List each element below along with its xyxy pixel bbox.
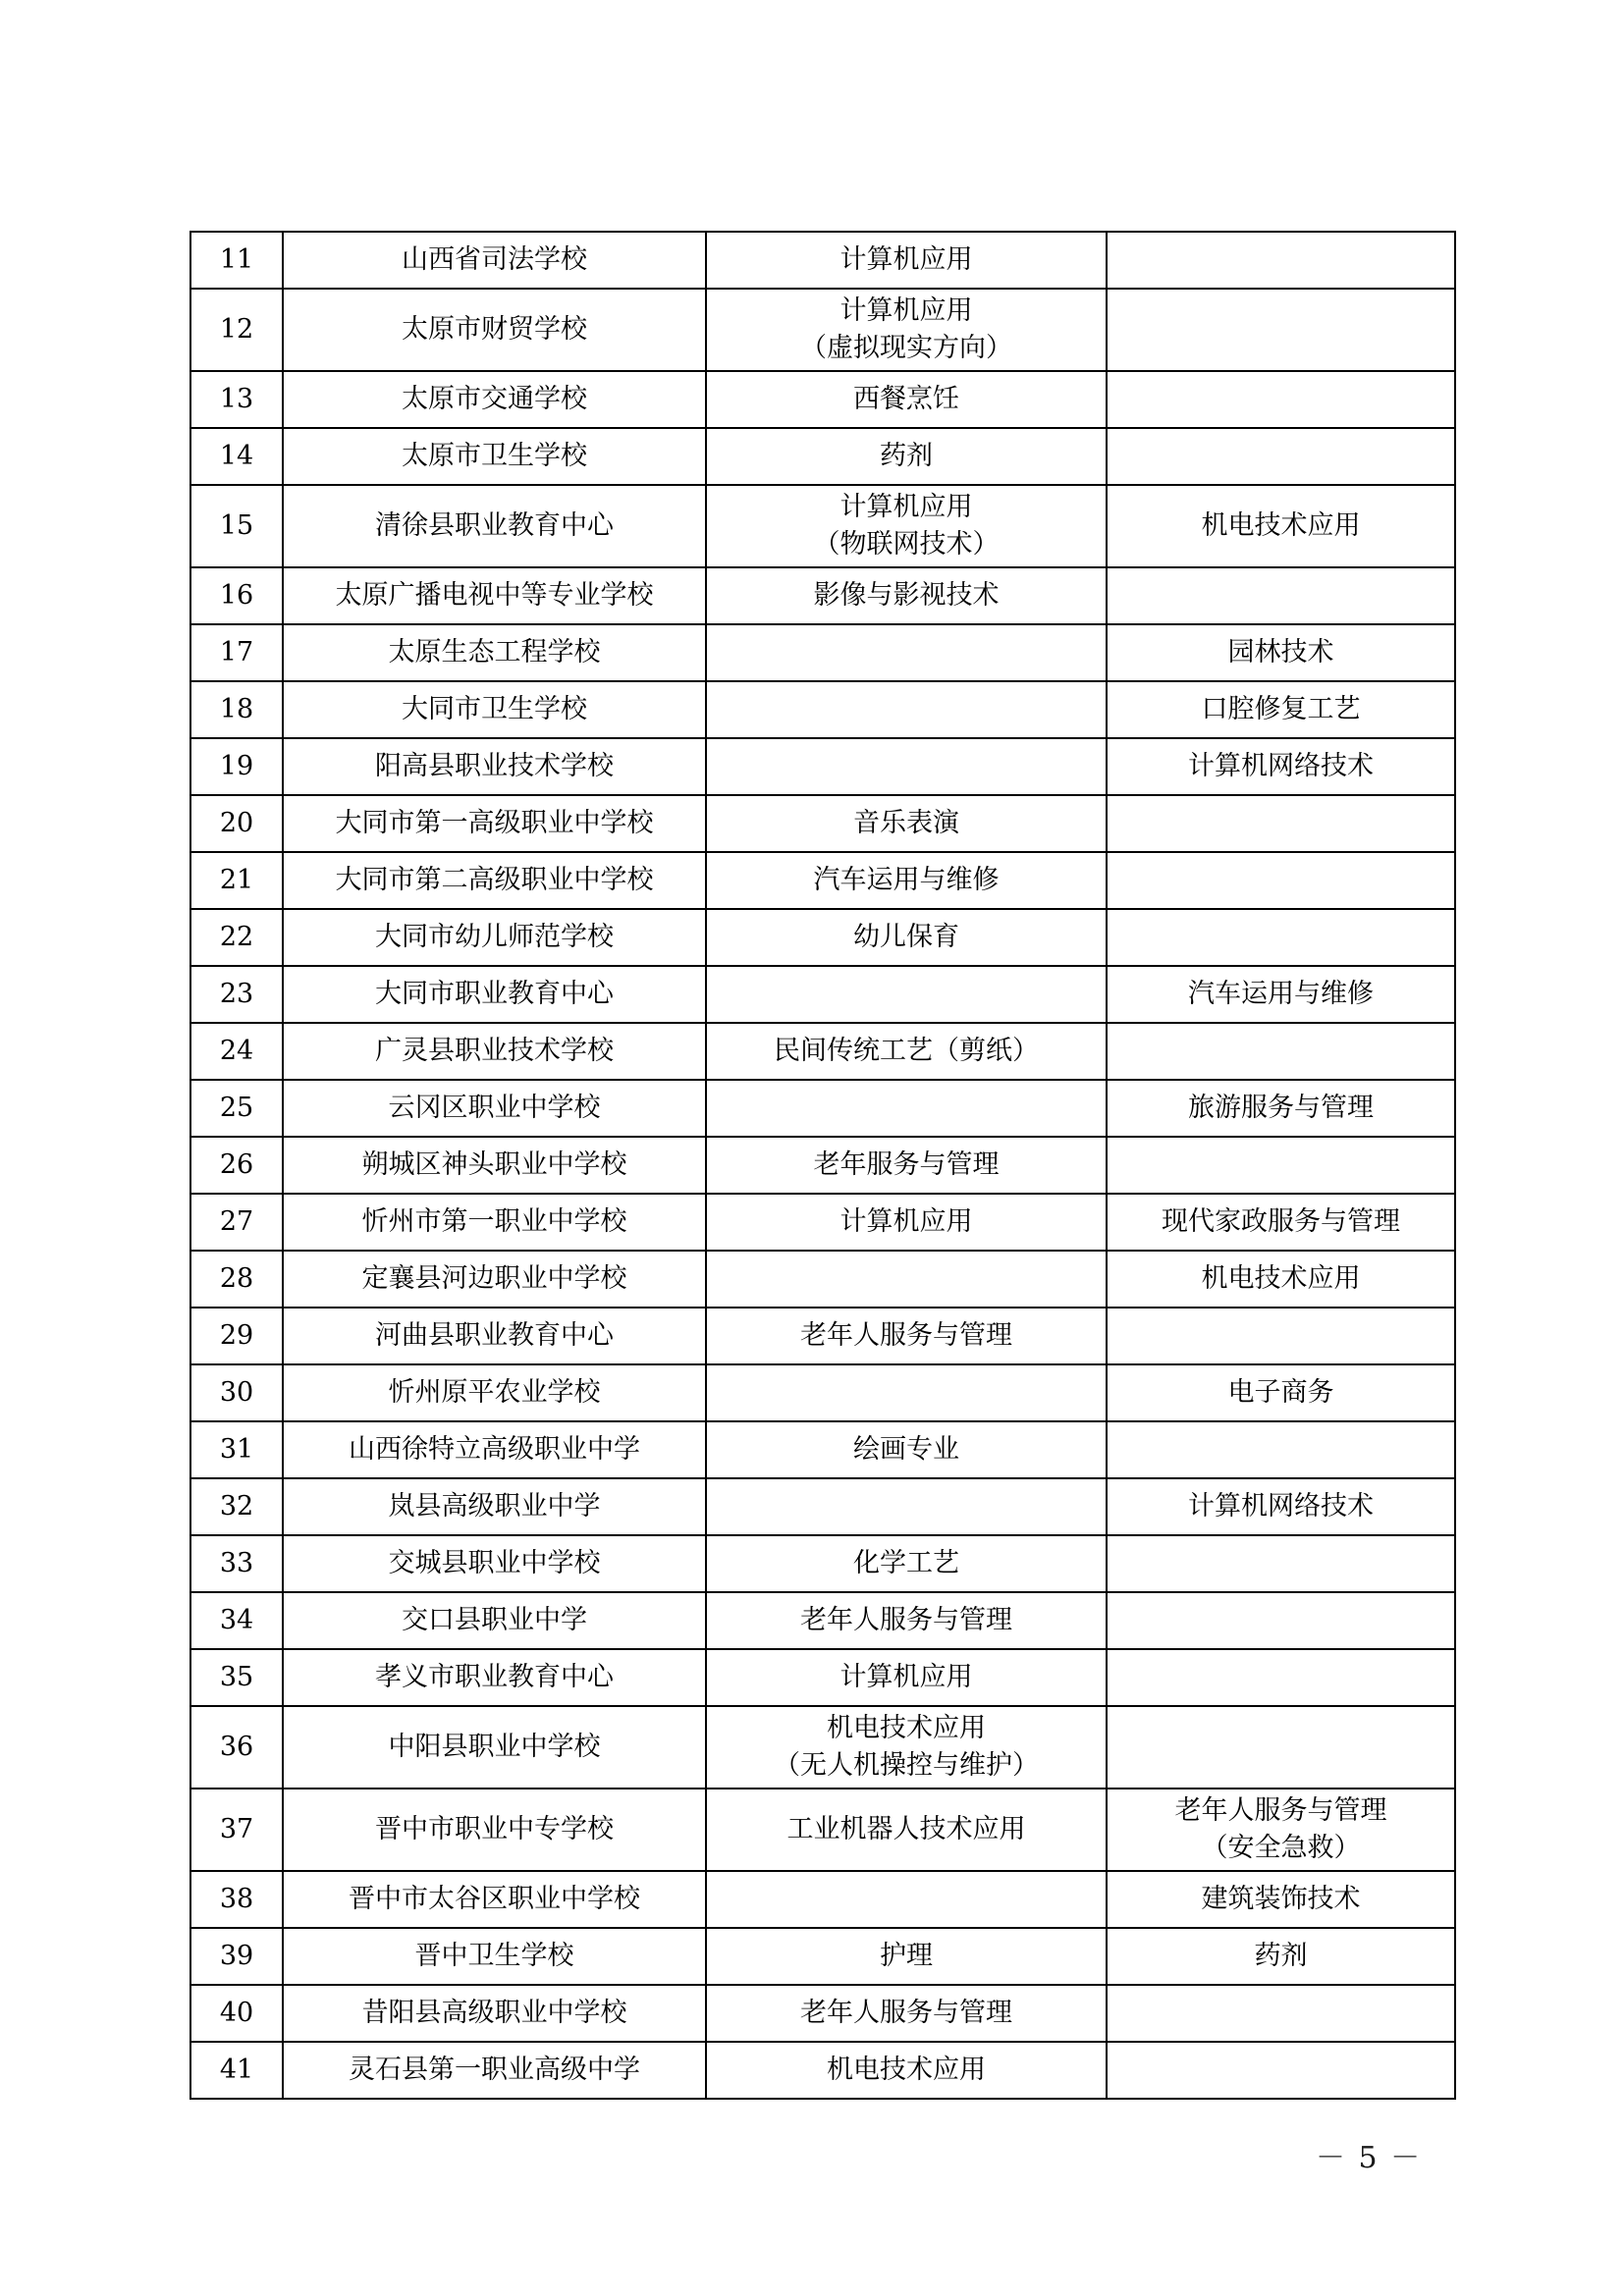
row-number-cell: 13 — [190, 371, 283, 428]
row-number-cell: 14 — [190, 428, 283, 485]
row-number-cell: 25 — [190, 1080, 283, 1137]
row-number-cell: 33 — [190, 1535, 283, 1592]
program-a-cell: 绘画专业 — [706, 1421, 1107, 1478]
row-number-cell: 29 — [190, 1308, 283, 1364]
table-row — [190, 1080, 1455, 1137]
row-number-cell: 26 — [190, 1137, 283, 1194]
table-row — [190, 966, 1455, 1023]
program-a-cell: 计算机应用 — [706, 1194, 1107, 1251]
school-name-cell: 交城县职业中学校 — [283, 1535, 706, 1592]
table-row — [190, 1985, 1455, 2042]
program-b-cell — [1107, 1649, 1455, 1706]
school-name-cell: 灵石县第一职业高级中学 — [283, 2042, 706, 2099]
program-a-cell: 民间传统工艺（剪纸） — [706, 1023, 1107, 1080]
row-number-cell: 15 — [190, 485, 283, 567]
table-row — [190, 1364, 1455, 1421]
table-row — [190, 624, 1455, 681]
program-b-cell: 园林技术 — [1107, 624, 1455, 681]
program-b-cell: 机电技术应用 — [1107, 1251, 1455, 1308]
program-b-cell — [1107, 909, 1455, 966]
table-row — [190, 1137, 1455, 1194]
school-name-cell: 大同市第一高级职业中学校 — [283, 795, 706, 852]
program-a-cell — [706, 966, 1107, 1023]
table-row — [190, 1928, 1455, 1985]
program-a-cell: 计算机应用 （物联网技术） — [706, 485, 1107, 567]
program-b-cell — [1107, 1308, 1455, 1364]
school-name-cell: 清徐县职业教育中心 — [283, 485, 706, 567]
table-row — [190, 1535, 1455, 1592]
row-number-cell: 34 — [190, 1592, 283, 1649]
school-name-cell: 忻州市第一职业中学校 — [283, 1194, 706, 1251]
table-row — [190, 428, 1455, 485]
program-a-cell: 汽车运用与维修 — [706, 852, 1107, 909]
row-number-cell: 20 — [190, 795, 283, 852]
program-b-cell: 旅游服务与管理 — [1107, 1080, 1455, 1137]
row-number-cell: 21 — [190, 852, 283, 909]
school-name-cell: 太原市交通学校 — [283, 371, 706, 428]
program-b-cell — [1107, 567, 1455, 624]
table-row — [190, 909, 1455, 966]
program-a-cell — [706, 1364, 1107, 1421]
program-a-cell: 影像与影视技术 — [706, 567, 1107, 624]
school-name-cell: 云冈区职业中学校 — [283, 1080, 706, 1137]
table-row — [190, 1194, 1455, 1251]
program-a-cell: 工业机器人技术应用 — [706, 1789, 1107, 1871]
program-b-cell: 老年人服务与管理 （安全急救） — [1107, 1789, 1455, 1871]
table-row — [190, 1251, 1455, 1308]
school-name-cell: 大同市卫生学校 — [283, 681, 706, 738]
school-name-cell: 交口县职业中学 — [283, 1592, 706, 1649]
program-a-cell: 计算机应用 — [706, 232, 1107, 289]
table-row — [190, 2042, 1455, 2099]
row-number-cell: 22 — [190, 909, 283, 966]
program-a-cell: 计算机应用 — [706, 1649, 1107, 1706]
school-name-cell: 晋中市职业中专学校 — [283, 1789, 706, 1871]
program-a-cell: 老年人服务与管理 — [706, 1592, 1107, 1649]
program-b-cell — [1107, 1592, 1455, 1649]
row-number-cell: 23 — [190, 966, 283, 1023]
table-row — [190, 1478, 1455, 1535]
program-a-cell: 药剂 — [706, 428, 1107, 485]
row-number-cell: 31 — [190, 1421, 283, 1478]
program-b-cell: 机电技术应用 — [1107, 485, 1455, 567]
program-a-cell: 化学工艺 — [706, 1535, 1107, 1592]
program-b-cell — [1107, 1985, 1455, 2042]
school-name-cell: 太原市卫生学校 — [283, 428, 706, 485]
row-number-cell: 41 — [190, 2042, 283, 2099]
program-b-cell — [1107, 1535, 1455, 1592]
program-b-cell — [1107, 232, 1455, 289]
row-number-cell: 18 — [190, 681, 283, 738]
row-number-cell: 16 — [190, 567, 283, 624]
program-a-cell — [706, 681, 1107, 738]
school-name-cell: 大同市第二高级职业中学校 — [283, 852, 706, 909]
school-name-cell: 岚县高级职业中学 — [283, 1478, 706, 1535]
program-b-cell — [1107, 1421, 1455, 1478]
row-number-cell: 37 — [190, 1789, 283, 1871]
school-name-cell: 广灵县职业技术学校 — [283, 1023, 706, 1080]
school-name-cell: 大同市职业教育中心 — [283, 966, 706, 1023]
program-a-cell: 机电技术应用 — [706, 2042, 1107, 2099]
program-a-cell — [706, 1251, 1107, 1308]
school-name-cell: 晋中卫生学校 — [283, 1928, 706, 1985]
row-number-cell: 39 — [190, 1928, 283, 1985]
school-name-cell: 阳高县职业技术学校 — [283, 738, 706, 795]
row-number-cell: 24 — [190, 1023, 283, 1080]
school-name-cell: 河曲县职业教育中心 — [283, 1308, 706, 1364]
school-name-cell: 昔阳县高级职业中学校 — [283, 1985, 706, 2042]
program-b-cell — [1107, 428, 1455, 485]
program-a-cell — [706, 1871, 1107, 1928]
program-b-cell — [1107, 795, 1455, 852]
row-number-cell: 11 — [190, 232, 283, 289]
table-row — [190, 1789, 1455, 1871]
program-a-cell — [706, 1478, 1107, 1535]
row-number-cell: 12 — [190, 289, 283, 371]
table-row — [190, 1592, 1455, 1649]
program-b-cell — [1107, 1706, 1455, 1789]
program-b-cell: 口腔修复工艺 — [1107, 681, 1455, 738]
table-row — [190, 1023, 1455, 1080]
table-row — [190, 1421, 1455, 1478]
program-b-cell — [1107, 2042, 1455, 2099]
table-row — [190, 289, 1455, 371]
program-b-cell — [1107, 852, 1455, 909]
school-name-cell: 晋中市太谷区职业中学校 — [283, 1871, 706, 1928]
page-number: － 5 － — [1316, 2141, 1423, 2175]
table-row — [190, 681, 1455, 738]
program-b-cell: 电子商务 — [1107, 1364, 1455, 1421]
row-number-cell: 30 — [190, 1364, 283, 1421]
program-a-cell: 计算机应用 （虚拟现实方向） — [706, 289, 1107, 371]
table-row — [190, 852, 1455, 909]
program-a-cell: 幼儿保育 — [706, 909, 1107, 966]
row-number-cell: 28 — [190, 1251, 283, 1308]
program-b-cell: 计算机网络技术 — [1107, 738, 1455, 795]
program-b-cell: 现代家政服务与管理 — [1107, 1194, 1455, 1251]
row-number-cell: 35 — [190, 1649, 283, 1706]
program-b-cell — [1107, 1023, 1455, 1080]
table-row — [190, 1871, 1455, 1928]
table-row — [190, 485, 1455, 567]
table-row — [190, 1706, 1455, 1789]
program-b-cell: 汽车运用与维修 — [1107, 966, 1455, 1023]
program-b-cell: 计算机网络技术 — [1107, 1478, 1455, 1535]
school-name-cell: 山西省司法学校 — [283, 232, 706, 289]
school-name-cell: 太原生态工程学校 — [283, 624, 706, 681]
row-number-cell: 27 — [190, 1194, 283, 1251]
school-table-body — [190, 232, 1455, 2099]
row-number-cell: 40 — [190, 1985, 283, 2042]
program-a-cell: 老年人服务与管理 — [706, 1308, 1107, 1364]
program-a-cell: 西餐烹饪 — [706, 371, 1107, 428]
program-a-cell: 机电技术应用 （无人机操控与维护） — [706, 1706, 1107, 1789]
row-number-cell: 36 — [190, 1706, 283, 1789]
program-a-cell: 老年服务与管理 — [706, 1137, 1107, 1194]
school-name-cell: 定襄县河边职业中学校 — [283, 1251, 706, 1308]
program-b-cell: 药剂 — [1107, 1928, 1455, 1985]
program-a-cell — [706, 738, 1107, 795]
program-a-cell — [706, 624, 1107, 681]
table-row — [190, 1649, 1455, 1706]
program-b-cell — [1107, 289, 1455, 371]
program-b-cell — [1107, 371, 1455, 428]
table-row — [190, 738, 1455, 795]
program-b-cell: 建筑装饰技术 — [1107, 1871, 1455, 1928]
school-name-cell: 孝义市职业教育中心 — [283, 1649, 706, 1706]
table-row — [190, 795, 1455, 852]
school-name-cell: 大同市幼儿师范学校 — [283, 909, 706, 966]
table-row — [190, 1308, 1455, 1364]
table-row — [190, 567, 1455, 624]
program-a-cell: 音乐表演 — [706, 795, 1107, 852]
school-name-cell: 山西徐特立高级职业中学 — [283, 1421, 706, 1478]
program-b-cell — [1107, 1137, 1455, 1194]
row-number-cell: 38 — [190, 1871, 283, 1928]
school-name-cell: 太原市财贸学校 — [283, 289, 706, 371]
row-number-cell: 32 — [190, 1478, 283, 1535]
school-name-cell: 忻州原平农业学校 — [283, 1364, 706, 1421]
program-a-cell — [706, 1080, 1107, 1137]
program-a-cell: 老年人服务与管理 — [706, 1985, 1107, 2042]
program-a-cell: 护理 — [706, 1928, 1107, 1985]
table-row — [190, 232, 1455, 289]
school-name-cell: 朔城区神头职业中学校 — [283, 1137, 706, 1194]
table-row — [190, 371, 1455, 428]
row-number-cell: 17 — [190, 624, 283, 681]
row-number-cell: 19 — [190, 738, 283, 795]
school-program-table — [189, 231, 1456, 2100]
school-name-cell: 中阳县职业中学校 — [283, 1706, 706, 1789]
school-name-cell: 太原广播电视中等专业学校 — [283, 567, 706, 624]
